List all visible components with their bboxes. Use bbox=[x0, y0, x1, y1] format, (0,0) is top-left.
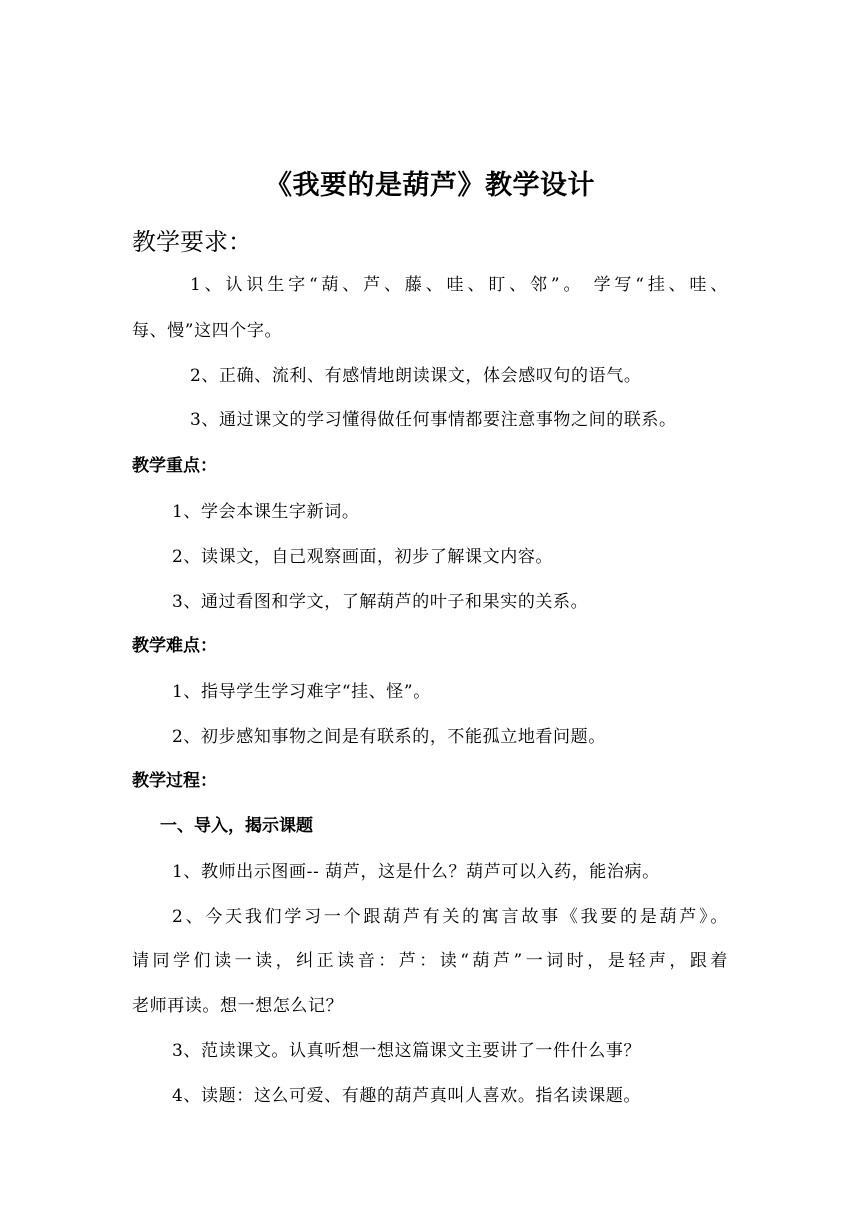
key-points-heading: 教学重点： bbox=[132, 456, 217, 476]
difficulty-item-2: 2、初步感知事物之间是有联系的，不能孤立地看问题。 bbox=[172, 727, 606, 747]
difficulty-item-1: 1、指导学生学习难字“挂、怪”。 bbox=[172, 682, 431, 702]
process-step-2-line-1: 2、今天我们学习一个跟葫芦有关的寓言故事《我要的是葫芦》。 bbox=[172, 907, 728, 927]
requirement-item-1-line-2: 每、慢”这四个字。 bbox=[132, 321, 283, 341]
process-step-3: 3、范读课文。认真听想一想这篇课文主要讲了一件什么事？ bbox=[172, 1041, 642, 1061]
key-point-item-3: 3、通过看图和学文，了解葫芦的叶子和果实的关系。 bbox=[172, 592, 589, 612]
requirement-item-2: 2、正确、流利、有感情地朗读课文，体会感叹句的语气。 bbox=[190, 366, 642, 386]
difficulties-heading: 教学难点： bbox=[132, 636, 217, 656]
process-step-4: 4、读题：这么可爱、有趣的葫芦真叫人喜欢。指名读课题。 bbox=[172, 1086, 642, 1106]
process-step-1: 1、教师出示图画-- 葫芦，这是什么？葫芦可以入药，能治病。 bbox=[172, 862, 660, 882]
key-point-item-1: 1、学会本课生字新词。 bbox=[172, 502, 360, 522]
process-section-1-heading: 一、导入，揭示课题 bbox=[160, 816, 313, 836]
requirement-item-3: 3、通过课文的学习懂得做任何事情都要注意事物之间的联系。 bbox=[190, 410, 677, 430]
document-title: 《我要的是葫芦》教学设计 bbox=[265, 170, 595, 201]
process-step-2-line-3: 老师再读。想一想怎么记？ bbox=[132, 996, 344, 1016]
process-heading: 教学过程： bbox=[132, 771, 217, 791]
process-step-2-line-2: 请同学们读一读，纠正读音：芦：读“葫芦”一词时，是轻声，跟着 bbox=[132, 951, 728, 971]
requirements-heading: 教学要求： bbox=[132, 228, 252, 256]
requirement-item-1-line-1: 1、认识生字“葫、芦、藤、哇、盯、邻”。 学写“挂、哇、 bbox=[190, 275, 728, 295]
key-point-item-2: 2、读课文，自己观察画面，初步了解课文内容。 bbox=[172, 547, 554, 567]
